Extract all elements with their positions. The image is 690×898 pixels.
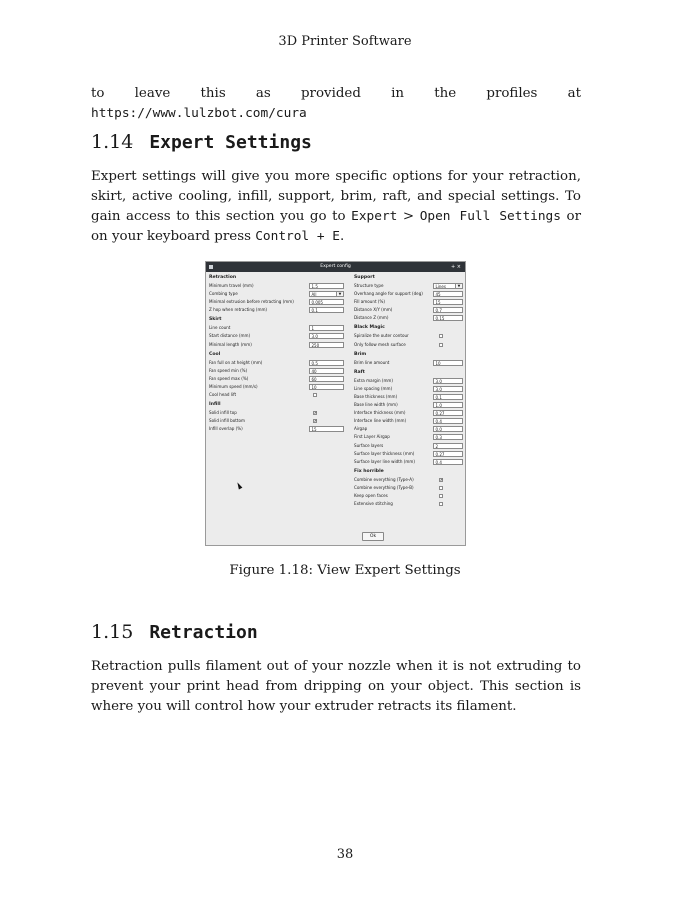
setting-label: Surface layer line width (mm): [354, 458, 415, 464]
setting-row: [354, 359, 464, 367]
page-number: 38: [336, 847, 354, 862]
setting-label: Base line width (mm): [354, 402, 398, 408]
section-number: 1.15: [91, 621, 134, 643]
setting-label: Combine everything (Type-B): [354, 484, 414, 490]
setting-row: [209, 425, 345, 433]
setting-row: [209, 359, 345, 367]
combine-type-a-checkbox[interactable]: ✔: [440, 477, 444, 482]
combing-type-value: All: [311, 292, 317, 298]
expert-text-1: Expert settings will give you more specific options for your retraction, skirt, active cooling, infill, support, brim, raft, and special settings. To gain access to this section you go to: [91, 169, 581, 224]
z-hop-input[interactable]: 0.1: [309, 307, 344, 313]
brim-line-amount-input[interactable]: 10: [433, 360, 463, 366]
chevron-down-icon[interactable]: ▼: [336, 292, 343, 296]
setting-label: Minimal extrusion before retracting (mm): [209, 299, 294, 305]
section-heading-expert: [91, 131, 312, 153]
setting-label: Extensive stitching: [354, 501, 393, 507]
running-head: 3D Printer Software: [278, 34, 412, 49]
section-number: 1.14: [91, 131, 134, 153]
setting-row: [354, 298, 464, 306]
setting-label: Line spacing (mm): [354, 385, 393, 391]
setting-label: Brim line amount: [354, 359, 390, 365]
solid-infill-bottom-checkbox[interactable]: ✔: [314, 419, 318, 424]
setting-row: [209, 367, 345, 375]
setting-row: [209, 290, 345, 298]
skirt-start-distance-input[interactable]: 3.0: [309, 333, 344, 339]
setting-row: [209, 306, 345, 314]
section-heading-retraction: [91, 621, 258, 643]
minimum-speed-input[interactable]: 10: [309, 384, 344, 390]
setting-label: Fill amount (%): [354, 299, 385, 305]
minimum-travel-input[interactable]: 1.5: [309, 283, 344, 289]
section-cool-header: Cool: [209, 351, 221, 357]
raft-airgap-input[interactable]: 0.0: [433, 426, 463, 432]
setting-label: Surface layers: [354, 442, 384, 448]
combing-type-select[interactable]: [309, 291, 344, 297]
setting-label: First Layer Airgap: [354, 434, 390, 440]
setting-row: [354, 282, 464, 290]
raft-interface-thickness-input[interactable]: 0.27: [433, 410, 463, 416]
setting-row: [209, 332, 345, 340]
setting-label: Infill overlap (%): [209, 426, 243, 432]
setting-row: [354, 458, 464, 466]
cool-head-lift-checkbox[interactable]: [313, 393, 317, 397]
solid-infill-top-checkbox[interactable]: ✔: [314, 411, 318, 416]
skirt-minimal-length-input[interactable]: 250: [309, 342, 344, 348]
setting-row: [354, 484, 464, 492]
structure-type-select[interactable]: [433, 283, 463, 289]
dialog-title: Expert config: [320, 264, 351, 269]
raft-surface-layer-thickness-input[interactable]: 0.27: [433, 451, 463, 457]
setting-row: [354, 433, 464, 441]
setting-row: [209, 391, 345, 399]
setting-row: [354, 290, 464, 298]
keep-open-faces-checkbox[interactable]: [439, 494, 443, 498]
setting-row: [354, 476, 464, 484]
overhang-angle-input[interactable]: 45: [433, 291, 463, 297]
setting-label: Only follow mesh surface: [354, 341, 406, 347]
fan-speed-max-input[interactable]: 60: [309, 376, 344, 382]
section-infill-header: Infill: [209, 402, 221, 408]
section-fix-horrible-header: Fix horrible: [354, 468, 384, 474]
setting-row: [354, 341, 464, 349]
setting-label: Fan speed max (%): [209, 375, 249, 381]
setting-row: [209, 282, 345, 290]
setting-label: Distance Z (mm): [354, 315, 389, 321]
setting-label: Minimum travel (mm): [209, 283, 254, 288]
setting-label: Keep open faces: [354, 492, 388, 498]
setting-row: [354, 314, 464, 322]
raft-first-layer-airgap-input[interactable]: 0.3: [433, 434, 463, 440]
section-title: Expert Settings: [149, 132, 312, 153]
setting-label: Minimal length (mm): [209, 341, 252, 347]
setting-label: Z hop when retracting (mm): [209, 307, 268, 313]
window-menu-icon[interactable]: [209, 265, 213, 269]
setting-label: Interface line width (mm): [354, 418, 407, 424]
setting-row: [354, 500, 464, 508]
setting-label: Interface thickness (mm): [354, 410, 406, 416]
only-surface-checkbox[interactable]: [439, 343, 443, 347]
setting-row: [354, 377, 464, 385]
setting-row: [354, 425, 464, 433]
setting-row: [354, 409, 464, 417]
expert-text-2: or on your keyboard press: [91, 209, 581, 244]
raft-extra-margin-input[interactable]: 3.0: [433, 378, 463, 384]
left-column: [209, 272, 345, 433]
setting-row: [209, 341, 345, 349]
keyboard-shortcut: Control + E: [255, 229, 340, 244]
intro-paragraph: [91, 84, 581, 124]
spiralize-checkbox[interactable]: [439, 334, 443, 338]
extensive-stitching-checkbox[interactable]: [439, 502, 443, 506]
ok-button[interactable]: Ok: [362, 532, 384, 541]
intro-text: to leave this as provided in the profiles at: [91, 86, 581, 101]
expert-config-dialog: [205, 261, 466, 546]
fan-full-height-input[interactable]: 0.5: [309, 360, 344, 366]
profiles-url[interactable]: https://www.lulzbot.com/cura: [91, 106, 307, 121]
raft-line-spacing-input[interactable]: 3.0: [433, 386, 463, 392]
setting-row: [354, 332, 464, 340]
distance-z-input[interactable]: 0.15: [433, 315, 463, 321]
setting-label: Airgap: [354, 426, 368, 432]
window-controls[interactable]: + ×: [451, 264, 461, 270]
section-raft-header: Raft: [354, 369, 365, 375]
minimal-extrusion-input[interactable]: 0.005: [309, 299, 344, 305]
dialog-titlebar: [206, 262, 465, 272]
setting-row: [354, 492, 464, 500]
setting-label: Solid infill top: [209, 410, 237, 416]
setting-label: Distance X/Y (mm): [354, 307, 393, 313]
setting-row: [209, 409, 345, 417]
figure-caption: Figure 1.18: View Expert Settings: [229, 563, 461, 578]
setting-label: Extra margin (mm): [354, 377, 394, 383]
section-skirt-header: Skirt: [209, 317, 222, 323]
setting-label: Overhang angle for support (deg): [354, 291, 423, 297]
setting-label: Line count: [209, 325, 231, 331]
retraction-paragraph: Retraction pulls filament out of your nozzle when it is not extruding to prevent your print head from dripping on your object. This section is where you will control how your extruder retracts its filament.: [91, 659, 581, 714]
section-support-header: Support: [354, 275, 375, 280]
expert-paragraph: [91, 167, 581, 247]
section-title: Retraction: [149, 622, 258, 643]
setting-label: Cool head lift: [209, 392, 237, 398]
setting-label: Surface layer thickness (mm): [354, 450, 415, 456]
setting-row: [209, 324, 345, 332]
setting-row: [354, 393, 464, 401]
setting-label: Start distance (mm): [209, 333, 251, 339]
setting-label: Structure type: [354, 283, 384, 288]
raft-base-line-width-input[interactable]: 1.0: [433, 402, 463, 408]
chevron-down-icon[interactable]: ▼: [455, 284, 462, 288]
section-brim-header: Brim: [354, 351, 367, 357]
raft-surface-layer-line-width-input[interactable]: 0.4: [433, 459, 463, 465]
menu-open-full-settings: Open Full Settings: [419, 209, 561, 224]
section-black-magic-header: Black Magic: [354, 325, 385, 331]
setting-row: [354, 306, 464, 314]
setting-label: Fan speed min (%): [209, 367, 248, 373]
skirt-line-count-input[interactable]: 1: [309, 325, 344, 331]
setting-label: Spiralize the outer contour: [354, 333, 409, 339]
setting-row: [209, 417, 345, 425]
raft-interface-line-width-input[interactable]: 0.4: [433, 418, 463, 424]
setting-label: Base thickness (mm): [354, 393, 398, 399]
setting-row: [354, 385, 464, 393]
setting-row: [209, 298, 345, 306]
raft-surface-layers-input[interactable]: 2: [433, 443, 463, 449]
combine-type-b-checkbox[interactable]: [439, 486, 443, 490]
menu-separator: >: [397, 209, 420, 224]
setting-label: Minimum speed (mm/s): [209, 383, 258, 389]
setting-row: [354, 401, 464, 409]
raft-base-thickness-input[interactable]: 0.1: [433, 394, 463, 400]
fan-speed-min-input[interactable]: 40: [309, 368, 344, 374]
setting-row: [354, 442, 464, 450]
setting-row: [354, 450, 464, 458]
expert-text-end: .: [339, 229, 345, 244]
fill-amount-input[interactable]: 15: [433, 299, 463, 305]
menu-expert: Expert: [351, 209, 398, 224]
setting-label: Solid infill bottom: [209, 418, 245, 424]
right-column: [354, 272, 464, 508]
setting-label: Combing type: [209, 291, 238, 297]
setting-row: [354, 417, 464, 425]
setting-row: [209, 375, 345, 383]
infill-overlap-input[interactable]: 15: [309, 426, 344, 432]
structure-type-value: Lines: [435, 284, 446, 289]
setting-row: [209, 383, 345, 391]
setting-label: Fan full on at height (mm): [209, 359, 263, 365]
setting-label: Combine everything (Type-A): [354, 476, 414, 482]
section-retraction-header: Retraction: [209, 275, 237, 280]
distance-xy-input[interactable]: 0.7: [433, 307, 463, 313]
